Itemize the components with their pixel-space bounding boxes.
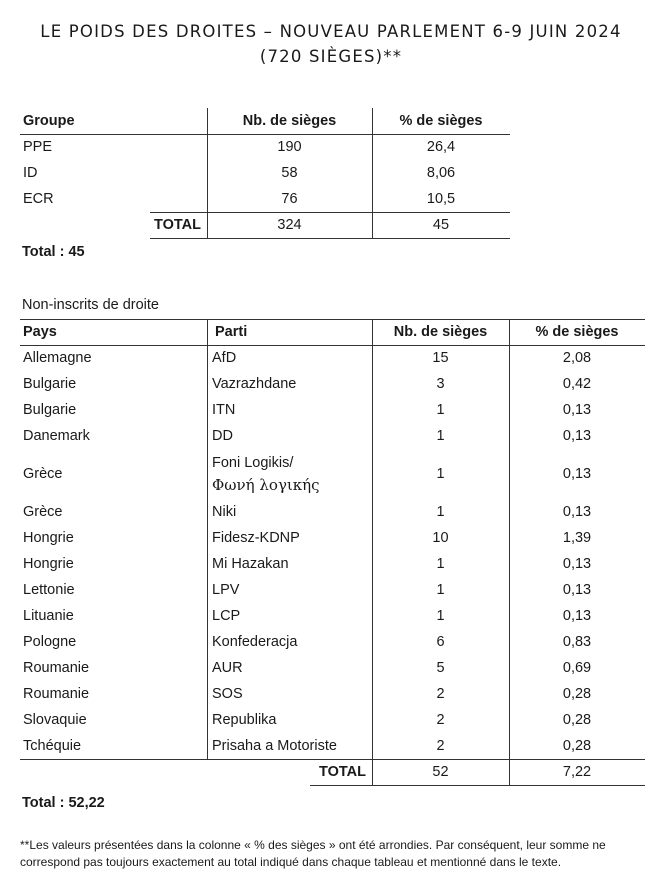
ni-total-seats: 52 <box>432 764 449 780</box>
ni-cell-pct: 0,13 <box>562 582 592 598</box>
ni-row <box>20 345 645 371</box>
ni-cell-seats: 1 <box>436 428 445 444</box>
groups-total-note: Total : 45 <box>22 244 85 260</box>
ni-cell-pct: 1,39 <box>562 530 592 546</box>
ni-row <box>20 707 645 733</box>
ni-row <box>20 371 645 397</box>
ni-header-rule <box>20 345 645 346</box>
ni-cell-seats: 15 <box>432 350 449 366</box>
ni-party-latin: Foni Logikis/ <box>212 455 294 471</box>
ni-cell-pct: 0,13 <box>562 466 592 482</box>
ni-cell-party <box>212 449 372 499</box>
ni-row <box>20 577 645 603</box>
groups-cell-group: ECR <box>23 191 54 207</box>
ni-cell-country: Roumanie <box>23 686 90 702</box>
groups-cell-seats: 190 <box>277 139 302 155</box>
ni-cell-party: Niki <box>212 504 237 520</box>
groups-row <box>20 186 510 212</box>
groups-cell-pct: 8,06 <box>426 165 456 181</box>
ni-cell-party: Mi Hazakan <box>212 556 289 572</box>
ni-row <box>20 423 645 449</box>
ni-cell-party: Prisaha a Motoriste <box>212 738 337 754</box>
ni-cell-pct: 0,83 <box>562 634 592 650</box>
groups-bottom-rule <box>150 238 510 239</box>
groups-header-row <box>20 108 510 134</box>
ni-cell-country: Hongrie <box>23 530 74 546</box>
ni-row <box>20 629 645 655</box>
groups-total-label: TOTAL <box>154 217 201 233</box>
ni-cell-seats: 1 <box>436 504 445 520</box>
groups-table <box>20 108 510 238</box>
ni-party-greek: Φωνή λογικής <box>212 476 320 494</box>
ni-col-divider-3 <box>509 319 510 785</box>
groups-cell-group: PPE <box>23 139 53 155</box>
ni-cell-country: Grèce <box>23 466 63 482</box>
ni-cell-country: Pologne <box>23 634 77 650</box>
ni-header-seats: Nb. de sièges <box>393 324 488 340</box>
ni-cell-party: LPV <box>212 582 240 598</box>
ni-cell-country: Lettonie <box>23 582 75 598</box>
ni-cell-pct: 0,13 <box>562 608 592 624</box>
ni-cell-party: DD <box>212 428 233 444</box>
groups-header-seats: Nb. de sièges <box>242 113 337 129</box>
ni-cell-pct: 0,42 <box>562 376 592 392</box>
ni-cell-seats: 1 <box>436 582 445 598</box>
groups-cell-pct: 10,5 <box>426 191 456 207</box>
groups-cell-group: ID <box>23 165 38 181</box>
ni-row <box>20 733 645 759</box>
footnote: **Les valeurs présentées dans la colonne « % des sièges » ont été arrondies. Par conséquent, leur somme ne correspond pas toujours exactement au total indiqué dans chaque tableau et mentionné dans le texte. <box>20 838 606 869</box>
ni-cell-pct: 0,28 <box>562 712 592 728</box>
ni-cell-party: AfD <box>212 350 237 366</box>
ni-cell-seats: 3 <box>436 376 445 392</box>
groups-header-rule <box>20 134 510 135</box>
ni-total-label: TOTAL <box>319 764 366 780</box>
groups-total-pct: 45 <box>432 217 450 233</box>
ni-row <box>20 681 645 707</box>
ni-cell-seats: 1 <box>436 556 445 572</box>
groups-total-row <box>20 212 510 238</box>
ni-cell-pct: 0,69 <box>562 660 592 676</box>
ni-cell-pct: 0,13 <box>562 556 592 572</box>
ni-total-row <box>20 759 645 785</box>
ni-col-divider-2 <box>372 319 373 785</box>
ni-total-rule-top <box>20 759 645 760</box>
ni-cell-party: Fidesz-KDNP <box>212 530 300 546</box>
ni-row <box>20 551 645 577</box>
ni-row <box>20 603 645 629</box>
ni-row <box>20 397 645 423</box>
groups-cell-seats: 58 <box>281 165 298 181</box>
ni-cell-party: SOS <box>212 686 243 702</box>
ni-header-party: Parti <box>215 324 248 340</box>
groups-total-rule-top <box>150 212 510 213</box>
ni-cell-country: Slovaquie <box>23 712 87 728</box>
ni-cell-pct: 0,13 <box>562 428 592 444</box>
ni-cell-country: Grèce <box>23 504 63 520</box>
groups-header-group: Groupe <box>23 113 75 129</box>
ni-cell-country: Allemagne <box>23 350 92 366</box>
ni-row <box>20 449 645 499</box>
ni-cell-party: Republika <box>212 712 277 728</box>
ni-cell-pct: 0,28 <box>562 686 592 702</box>
ni-cell-seats: 1 <box>436 402 445 418</box>
ni-cell-seats: 1 <box>436 466 445 482</box>
ni-col-divider-1 <box>207 319 208 759</box>
ni-cell-seats: 1 <box>436 608 445 624</box>
ni-header-pct: % de sièges <box>535 324 619 340</box>
ni-row <box>20 525 645 551</box>
ni-cell-country: Danemark <box>23 428 90 444</box>
ni-row <box>20 499 645 525</box>
non-inscrits-caption: Non-inscrits de droite <box>22 297 159 313</box>
ni-cell-pct: 2,08 <box>562 350 592 366</box>
ni-cell-seats: 5 <box>436 660 445 676</box>
ni-cell-seats: 2 <box>436 738 445 754</box>
groups-row <box>20 134 510 160</box>
ni-total-note: Total : 52,22 <box>22 795 105 811</box>
ni-cell-seats: 6 <box>436 634 445 650</box>
ni-cell-country: Bulgarie <box>23 402 77 418</box>
non-inscrits-table <box>20 319 645 790</box>
ni-cell-country: Roumanie <box>23 660 90 676</box>
ni-header-country: Pays <box>23 324 57 340</box>
ni-cell-country: Lituanie <box>23 608 74 624</box>
ni-cell-party: LCP <box>212 608 241 624</box>
ni-top-rule <box>20 319 645 320</box>
ni-cell-country: Tchéquie <box>23 738 82 754</box>
ni-header-row <box>20 319 645 345</box>
groups-col-divider-1 <box>207 108 208 238</box>
ni-cell-country: Hongrie <box>23 556 74 572</box>
ni-cell-pct: 0,13 <box>562 402 592 418</box>
groups-header-pct: % de sièges <box>399 113 483 129</box>
groups-cell-pct: 26,4 <box>426 139 456 155</box>
ni-cell-seats: 2 <box>436 686 445 702</box>
ni-cell-seats: 10 <box>432 530 449 546</box>
ni-cell-pct: 0,13 <box>562 504 592 520</box>
ni-cell-country: Bulgarie <box>23 376 77 392</box>
ni-cell-party: Konfederacja <box>212 634 298 650</box>
ni-row <box>20 655 645 681</box>
groups-total-seats: 324 <box>277 217 302 233</box>
ni-cell-party: ITN <box>212 402 236 418</box>
ni-cell-seats: 2 <box>436 712 445 728</box>
page-subtitle: (720 SIÈGES)** <box>259 47 403 66</box>
groups-col-divider-2 <box>372 108 373 238</box>
ni-cell-party: AUR <box>212 660 243 676</box>
ni-cell-party: Vazrazhdane <box>212 376 297 392</box>
ni-bottom-rule <box>310 785 645 786</box>
ni-cell-pct: 0,28 <box>562 738 592 754</box>
groups-cell-seats: 76 <box>281 191 298 207</box>
groups-row <box>20 160 510 186</box>
ni-total-pct: 7,22 <box>562 764 592 780</box>
page-title: LE POIDS DES DROITES – NOUVEAU PARLEMENT 6-9 JUIN 2024 <box>40 22 622 41</box>
